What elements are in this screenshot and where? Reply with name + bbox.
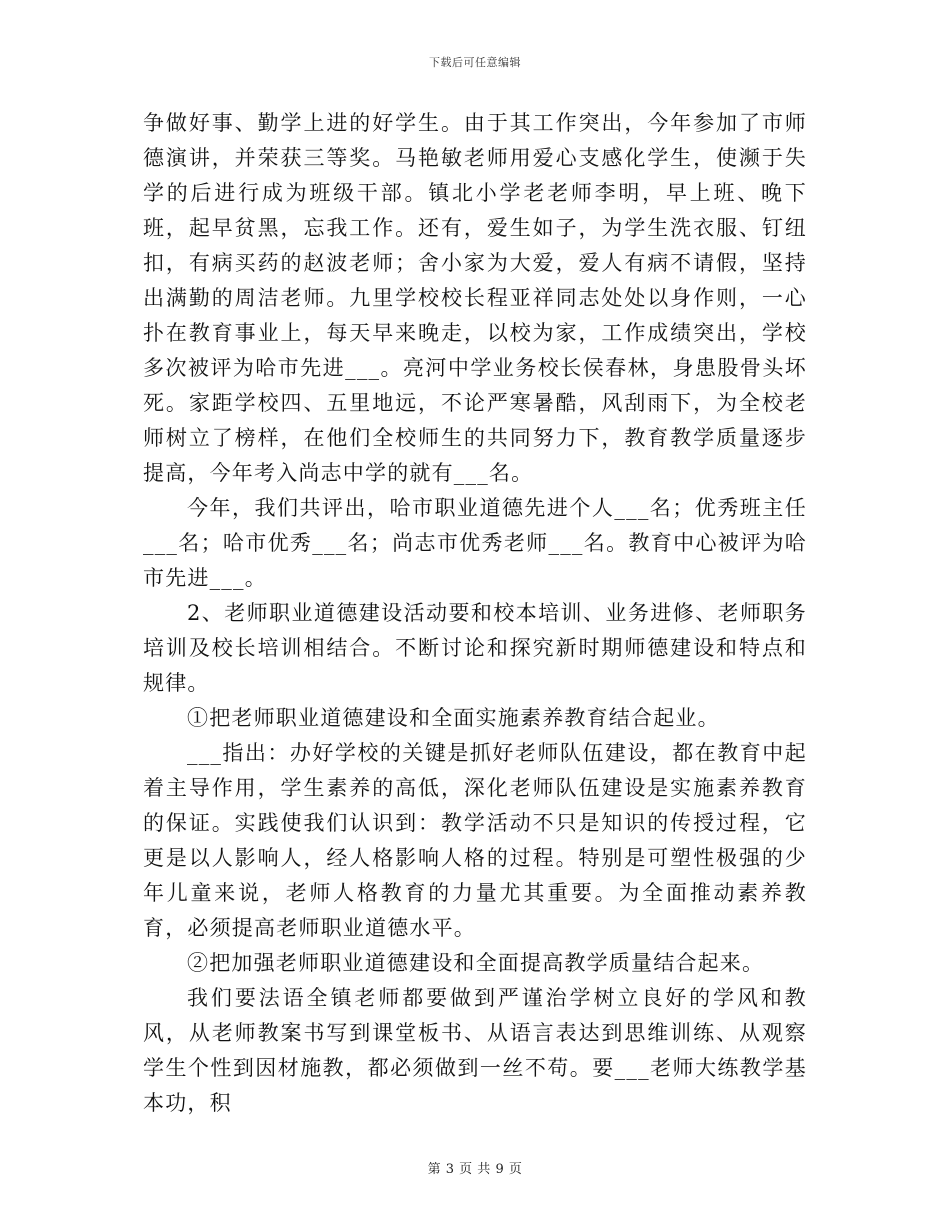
paragraph: ①把老师职业道德建设和全面实施素养教育结合起业。 bbox=[187, 706, 720, 730]
page-header: 下载后可任意编辑 bbox=[429, 56, 521, 69]
page-number: 第 3 页 共 9 页 bbox=[427, 1162, 523, 1177]
paragraph: 争做好事、勤学上进的好学生。由于其工作突出，今年参加了市师德演讲，并荣获三等奖。马艳敏老师用爱心支感化学生，使濒于失学的后进行成为班级干部。镇北小学老老师李明，早上班、晚下班，起早贫黑，忘我工作。还有，爱生如子，为学生洗衣服、钉纽扣，有病买药的赵波老师；舍小家为大爱，爱人有病不请假，坚持出满勤的周洁老师。九里学校校长程亚祥同志处处以身作则，一心扑在教育事业上，每天早来晚走，以校为家，工作成绩突出，学校多次被评为哈市先进___。亮河中学业务校长侯春林，身患股骨头坏死。家距学校四、五里地远，不论严寒暑酷，风刮雨下，为全校老师树立了榜样，在他们全校师生的共同努力下，教育教学质量逐步提高，今年考入尚志中学的就有___名。 bbox=[143, 111, 807, 485]
paragraph: 我们要法语全镇老师都要做到严谨治学树立良好的学风和教风，从老师教案书写到课堂板书、从语言表达到思维训练、从观察学生个性到因材施教，都必须做到一丝不苟。要___老师大练教学基本功，积 bbox=[143, 986, 807, 1115]
paragraph: ②把加强老师职业道德建设和全面提高教学质量结合起来。 bbox=[187, 951, 765, 975]
paragraph: 2、老师职业道德建设活动要和校本培训、业务进修、老师职务培训及校长培训相结合。不断讨论和探究新时期师德建设和特点和规律。 bbox=[143, 601, 807, 695]
document-body bbox=[143, 106, 807, 1121]
paragraph: 今年，我们共评出，哈市职业道德先进个人___名；优秀班主任___名；哈市优秀___名；尚志市优秀老师___名。教育中心被评为哈市先进___。 bbox=[143, 496, 807, 590]
paragraph: ___指出：办好学校的关键是抓好老师队伍建设，都在教育中起着主导作用，学生素养的高低，深化老师队伍建设是实施素养教育的保证。实践使我们认识到：教学活动不只是知识的传授过程，它更是以人影响人，经人格影响人格的过程。特别是可塑性极强的少年儿童来说，老师人格教育的力量尤其重要。为全面推动素养教育，必须提高老师职业道德水平。 bbox=[143, 741, 807, 940]
